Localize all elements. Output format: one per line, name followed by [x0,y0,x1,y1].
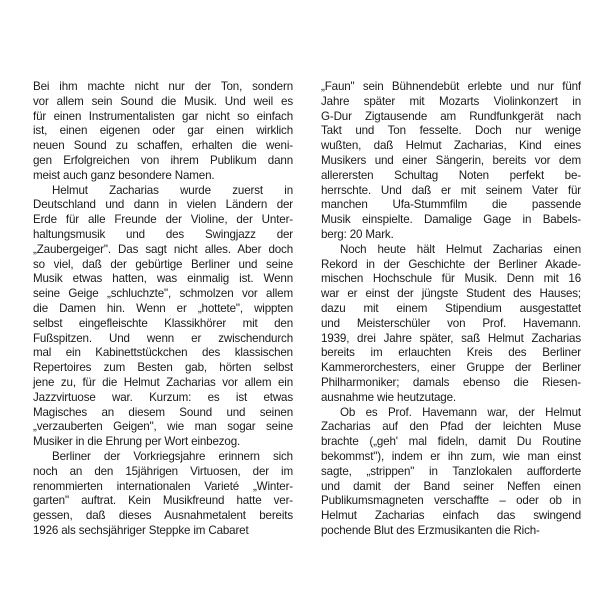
text-line: Rekord in der Geschichte der Berliner Akade- [321,257,581,271]
text-line: 1926 als sechsjähriger Steppke im Cabaret [33,523,249,537]
text-line: und damit der Band seiner Neffen einen [321,479,581,493]
text-line: Fußspitzen. Und wenn er zwischendurch [33,331,293,345]
text-line: Zacharias auf den Pfad der leichten Muse [321,420,581,434]
text-line: Berliner der Vorkriegsjahre erinnern sich [52,449,293,463]
text-line: gessen, daß dieses Ausnahmetalent bereits [33,509,293,523]
text-line: wußten, daß Helmut Zacharias, Kind eines [321,139,581,153]
text-line: die Damen hin. Wenn er „hottete", wippten [33,301,293,315]
text-line: Helmut Zacharias einfach das swingend [321,509,581,523]
text-line: ist, einen eigenen oder gar einen wirklich [33,124,293,138]
text-line: Bei ihm machte nicht nur der Ton, sondern [33,80,293,93]
text-line: haltungsmusik und des Swingjazz der [33,227,293,241]
text-line: Ob es Prof. Havemann war, der Helmut [340,405,581,419]
text-line: vor allem sein Sound die Musik. Und weil es [33,94,293,108]
text-line: so viel, daß der gebürtige Berliner und seine [33,257,293,271]
text-line: Deutschland und dann in vielen Ländern der [33,198,293,212]
text-line: ausnahme wie heutzutage. [321,390,456,404]
text-column-left [33,80,293,539]
text-line: Philharmoniker; damals ebenso die Riesen- [321,375,581,389]
text-line: allerersten Schultag Noten perfekt be- [321,168,581,182]
text-line: sagte, „strippen" in Tanzlokalen aufforderte [321,464,581,478]
text-line: Musiker in die Ehrung per Wort einbezog. [33,435,241,449]
text-line: „Zaubergeiger". Das sagt nicht alles. Aber doch [33,242,293,256]
paragraph [33,450,293,539]
paragraph [33,184,293,450]
text-line: bekommst"), indem er ihn zum, wie man einst [321,449,581,463]
text-line: Erde für alle Freunde der Violine, der Unter- [33,213,293,227]
text-column-right [321,80,581,539]
text-line: „verzauberten Geigen", wie man sogar seine [33,420,293,434]
text-line: bereits im erlauchten Kreis des Berliner [321,346,581,360]
text-line: pochende Blut des Erzmusikanten die Rich- [321,523,540,537]
text-line: renommierten internationalen Varieté „Winter- [33,479,293,493]
text-line: und Meisterschüler von Prof. Havemann. [321,316,581,330]
text-line: seine Geige „schluchzte", schmolzen vor allem [33,287,293,301]
text-line: noch an den 15jährigen Virtuosen, der im [33,464,293,478]
text-line: selbst eingefleischte Klassikhörer mit den [33,316,293,330]
text-line: mal ein Kabinettstückchen des klassischen [33,346,293,360]
text-line: Helmut Zacharias wurde zuerst in [52,183,293,197]
text-line: 1939, drei Jahre später, saß Helmut Zacharias [321,331,581,345]
text-line: garten" auftrat. Kein Musikfreund hatte ver- [33,494,293,508]
text-line: Jahre später mit Mozarts Violinkonzert in [321,94,581,108]
text-line: Jazzvirtuose war. Kurzum: es ist etwas [33,390,293,404]
text-line: jene zu, für die Helmut Zacharias vor allem ein [33,375,293,389]
text-line: Musikers und einer Sängerin, bereits vor dem [321,153,581,167]
text-line: manchen Ufa-Stummfilm die passende [321,198,581,212]
text-line: Takt und Ton fesselte. Doch nur wenige [321,124,581,138]
text-line: neuen Sound zu schaffen, erhalten die weni- [33,139,293,153]
text-line: G-Dur Zigtausende am Rundfunkgerät nach [321,109,581,123]
text-line: dazu mit einem Stipendium ausgestattet [321,301,581,315]
text-line: „Faun" sein Bühnendebüt erlebte und nur fünf [321,80,581,93]
text-line: Musik etwas hatten, was einmalig ist. Wenn [33,272,293,286]
text-line: meist auch ganz besondere Namen. [33,168,215,182]
text-line: berg: 20 Mark. [321,227,394,241]
text-line: war er einst der jüngste Student des Hauses; [321,287,581,301]
text-line: Kammerorchesters, einer Gruppe der Berliner [321,361,581,375]
text-line: Magisches an diesem Sound und seinen [33,405,293,419]
paragraph [321,80,581,243]
text-line: herrschte. Und daß er mit seinem Vater für [321,183,581,197]
text-line: gen Erfolgreichen von ihrem Publikum dann [33,153,293,167]
text-line: für einen Instrumentalisten gar nicht so einfach [33,109,293,123]
text-line: Repertoires zum Besten gab, hörten selbst [33,361,293,375]
paragraph [321,406,581,539]
text-line: Noch heute hält Helmut Zacharias einen [340,242,581,256]
text-line: brachte („geh' mal fideln, damit Du Routine [321,435,581,449]
paragraph [33,80,293,184]
text-line: Musik einspielte. Damalige Gage in Babels- [321,213,581,227]
text-line: mischen Hochschule für Musik. Denn mit 16 [321,272,581,286]
paragraph [321,243,581,406]
text-line: Publikumsmagneten verschaffte – oder ob in [321,494,581,508]
